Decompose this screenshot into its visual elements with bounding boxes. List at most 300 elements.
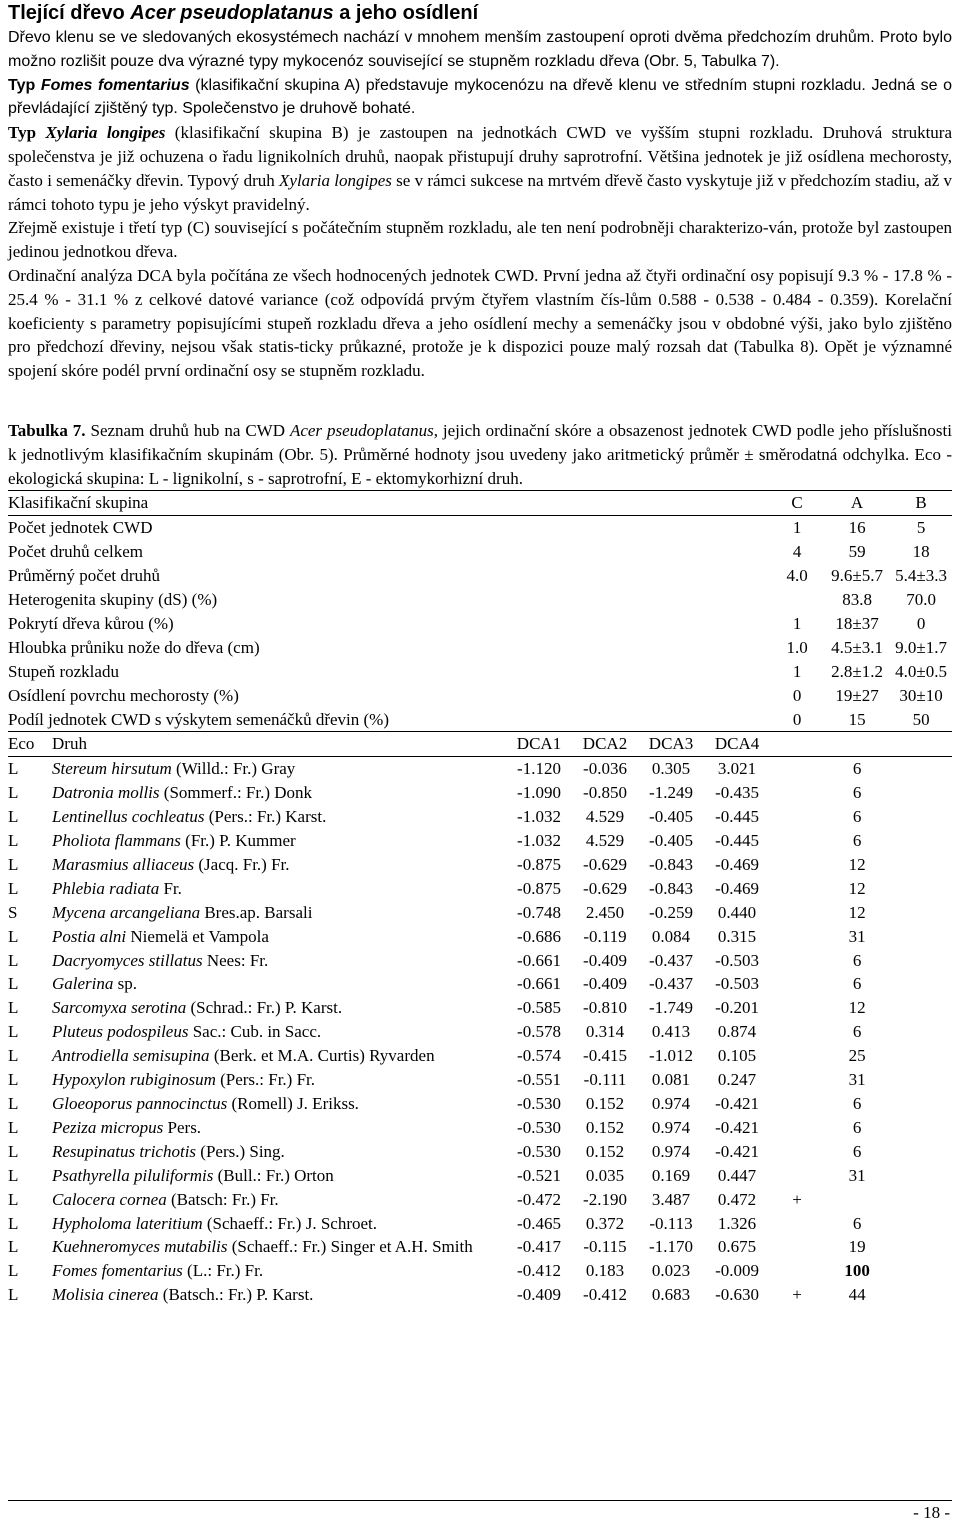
caption-text: Seznam druhů hub na CWD bbox=[85, 420, 290, 440]
group-b-cell bbox=[890, 1140, 952, 1164]
species-name: Mycena arcangeliana bbox=[52, 902, 201, 922]
dca4-cell: 3.021 bbox=[717, 759, 757, 779]
species-cell bbox=[52, 781, 506, 805]
summary-value-a: 18±37 bbox=[835, 613, 879, 633]
dca1-cell: -0.748 bbox=[517, 902, 561, 922]
group-c-cell bbox=[770, 829, 824, 853]
dca2-cell: -0.412 bbox=[583, 1285, 627, 1305]
summary-value-b: 5.4±3.3 bbox=[895, 566, 947, 586]
dca1-cell: -1.032 bbox=[517, 807, 561, 827]
species-author: Pers. bbox=[163, 1117, 202, 1137]
dca1-cell: -0.412 bbox=[517, 1261, 561, 1281]
summary-value-a: 15 bbox=[824, 708, 890, 732]
table-row bbox=[8, 757, 952, 781]
dca2-cell: -0.111 bbox=[583, 1070, 627, 1090]
type-description: (klasifikační skupina B) je zastoupen na jednotkách CWD ve vyšším stupni rozkladu. Druhová struktura společenstva je již ochuzena o řadu lignikolních druhů, naopak přistupují druhy saprotrofní. Většina jednotek je již osídlena mechorosty, často i semenáčky dřevin. Typový druh bbox=[8, 123, 952, 190]
group-a-cell: 31 bbox=[848, 926, 866, 946]
species-author: Fr. bbox=[159, 878, 182, 898]
dca4-cell: -0.503 bbox=[715, 950, 759, 970]
species-author: (Berk. et M.A. Curtis) Ryvarden bbox=[209, 1046, 435, 1066]
species-author: Sac.: Cub. in Sacc. bbox=[188, 1022, 322, 1042]
table-row bbox=[8, 925, 952, 949]
dca4-cell: 0.440 bbox=[717, 902, 757, 922]
summary-value-a: 59 bbox=[848, 542, 866, 562]
species-name: Peziza micropus bbox=[52, 1117, 164, 1137]
dca4-cell: -0.421 bbox=[715, 1094, 759, 1113]
dca2-cell: 4.529 bbox=[585, 831, 625, 851]
summary-value-b: 4.0±0.5 bbox=[895, 661, 947, 681]
type-species-inline: Xylaria longipes bbox=[279, 170, 392, 190]
group-c-cell bbox=[770, 949, 824, 973]
summary-label: Stupeň rozkladu bbox=[8, 661, 119, 681]
species-cell bbox=[52, 1188, 506, 1212]
summary-label: Osídlení povrchu mechorosty (%) bbox=[8, 685, 239, 705]
group-b-cell bbox=[890, 1188, 952, 1212]
group-a-cell: 6 bbox=[852, 1117, 862, 1137]
dca1-cell: -0.578 bbox=[517, 1022, 561, 1042]
header-label: Klasifikační skupina bbox=[8, 491, 770, 516]
group-b-cell bbox=[890, 972, 952, 996]
table-row bbox=[8, 1164, 952, 1188]
eco-cell: L bbox=[8, 1165, 19, 1185]
summary-value-a: 4.5±3.1 bbox=[831, 637, 883, 657]
dca3-cell: 0.683 bbox=[651, 1285, 691, 1305]
summary-value-c: 1 bbox=[792, 661, 802, 681]
species-name: Calocera cornea bbox=[52, 1189, 167, 1209]
dca4-cell: 1.326 bbox=[717, 1213, 757, 1233]
group-a-cell: 6 bbox=[852, 783, 862, 803]
dca2-cell: -0.036 bbox=[583, 759, 627, 779]
summary-value-a: 83.8 bbox=[842, 589, 872, 609]
group-b-cell bbox=[890, 1283, 952, 1307]
dca2-cell: 0.314 bbox=[585, 1022, 625, 1042]
species-name: Phlebia radiata bbox=[52, 878, 160, 898]
table-row bbox=[8, 1283, 952, 1307]
header-group-a: A bbox=[824, 491, 890, 516]
dca2-cell: -0.810 bbox=[583, 998, 627, 1018]
group-b-cell bbox=[890, 1235, 952, 1259]
group-a-cell bbox=[824, 1188, 890, 1212]
header-dca2: DCA2 bbox=[572, 732, 638, 757]
group-c-cell bbox=[770, 1044, 824, 1068]
group-c-cell bbox=[770, 1092, 824, 1116]
header-dca4: DCA4 bbox=[704, 732, 770, 757]
dca4-cell: -0.469 bbox=[715, 878, 759, 898]
section-heading bbox=[8, 0, 952, 26]
summary-label: Počet druhů celkem bbox=[8, 542, 144, 562]
group-b-cell bbox=[890, 1020, 952, 1044]
dca3-cell: -1.249 bbox=[649, 783, 693, 803]
summary-row bbox=[8, 708, 952, 732]
dca2-cell: -0.629 bbox=[583, 878, 627, 898]
group-a-cell: 12 bbox=[848, 878, 866, 898]
summary-value-c: 1 bbox=[792, 613, 802, 633]
species-name: Molisia cinerea bbox=[52, 1285, 159, 1305]
group-c-cell bbox=[770, 1140, 824, 1164]
group-c-cell: + bbox=[792, 1285, 802, 1305]
species-cell bbox=[52, 1020, 506, 1044]
table-row bbox=[8, 1235, 952, 1259]
summary-value-b: 9.0±1.7 bbox=[895, 637, 947, 657]
dca2-cell: -0.115 bbox=[583, 1237, 627, 1257]
group-a-cell: 6 bbox=[852, 807, 862, 827]
dca2-cell: -0.119 bbox=[583, 926, 627, 946]
summary-row bbox=[8, 564, 952, 588]
dca3-cell: 0.974 bbox=[651, 1094, 691, 1113]
species-cell bbox=[52, 757, 506, 781]
dca4-cell: -0.445 bbox=[715, 831, 759, 851]
species-author: (Pers.: Fr.) Fr. bbox=[215, 1070, 316, 1090]
group-a-cell: 12 bbox=[848, 854, 866, 874]
dca4-cell: -0.421 bbox=[715, 1141, 759, 1161]
dca2-cell: 0.372 bbox=[585, 1213, 625, 1233]
group-a-cell: 31 bbox=[848, 1165, 866, 1185]
dca4-cell: -0.445 bbox=[715, 807, 759, 827]
summary-row bbox=[8, 516, 952, 540]
dca1-cell: -0.585 bbox=[517, 998, 561, 1018]
species-cell bbox=[52, 1164, 506, 1188]
dca1-cell: -0.521 bbox=[517, 1165, 561, 1185]
summary-value-b: 18 bbox=[912, 542, 930, 562]
dca2-cell: 0.035 bbox=[585, 1165, 625, 1185]
dca1-cell: -0.472 bbox=[517, 1189, 561, 1209]
dca1-cell: -0.875 bbox=[517, 854, 561, 874]
species-author: (Bull.: Fr.) Orton bbox=[213, 1165, 334, 1185]
summary-value-c: 0 bbox=[792, 685, 802, 705]
table-row bbox=[8, 805, 952, 829]
species-cell bbox=[52, 996, 506, 1020]
dca4-cell: -0.435 bbox=[715, 783, 759, 803]
group-a-cell: 6 bbox=[852, 950, 862, 970]
paragraph-type-a bbox=[8, 74, 952, 122]
eco-cell: L bbox=[8, 759, 19, 779]
dca2-cell: 0.152 bbox=[585, 1141, 625, 1161]
group-a-cell: 6 bbox=[852, 759, 862, 779]
summary-value-a: 9.6±5.7 bbox=[831, 566, 883, 586]
dca2-cell: -2.190 bbox=[583, 1189, 627, 1209]
summary-value-b: 0 bbox=[916, 613, 926, 633]
dca2-cell: -0.629 bbox=[583, 854, 627, 874]
header-group-c: C bbox=[770, 491, 824, 516]
species-cell bbox=[52, 805, 506, 829]
dca2-cell: 0.183 bbox=[585, 1261, 625, 1281]
species-cell bbox=[52, 972, 506, 996]
group-a-cell: 6 bbox=[852, 1094, 862, 1113]
table-row bbox=[8, 996, 952, 1020]
group-b-cell bbox=[890, 1212, 952, 1236]
group-a-cell: 100 bbox=[844, 1261, 870, 1281]
group-b-cell bbox=[890, 1164, 952, 1188]
eco-cell: L bbox=[8, 1046, 19, 1066]
summary-row bbox=[8, 540, 952, 564]
dca3-cell: 0.169 bbox=[651, 1165, 691, 1185]
heading-species: Acer pseudoplatanus bbox=[130, 2, 334, 24]
eco-cell: L bbox=[8, 1141, 19, 1161]
dca4-cell: -0.630 bbox=[715, 1285, 759, 1305]
species-cell bbox=[52, 1068, 506, 1092]
summary-label: Heterogenita skupiny (dS) (%) bbox=[8, 589, 218, 609]
group-b-cell bbox=[890, 1068, 952, 1092]
eco-cell: L bbox=[8, 854, 19, 874]
species-cell bbox=[52, 1116, 506, 1140]
species-author: (Schaeff.: Fr.) J. Schroet. bbox=[202, 1213, 378, 1233]
summary-value-a: 19±27 bbox=[835, 685, 879, 705]
species-author: (Jacq. Fr.) Fr. bbox=[194, 854, 290, 874]
footer-rule bbox=[8, 1500, 952, 1501]
table-caption bbox=[8, 419, 952, 490]
eco-cell: L bbox=[8, 878, 19, 898]
summary-row bbox=[8, 660, 952, 684]
species-table bbox=[8, 490, 952, 1307]
eco-cell: L bbox=[8, 1261, 19, 1281]
group-b-cell bbox=[890, 781, 952, 805]
table-row bbox=[8, 901, 952, 925]
dca3-cell: -0.437 bbox=[649, 950, 693, 970]
group-b-cell bbox=[890, 877, 952, 901]
eco-cell: L bbox=[8, 1070, 19, 1090]
dca2-cell: -0.850 bbox=[583, 783, 627, 803]
species-author: (L.: Fr.) Fr. bbox=[182, 1261, 264, 1281]
group-a-cell: 25 bbox=[848, 1046, 866, 1066]
eco-cell: L bbox=[8, 831, 19, 851]
group-c-cell: + bbox=[792, 1189, 802, 1209]
species-author: (Schaeff.: Fr.) Singer et A.H. Smith bbox=[227, 1237, 473, 1257]
group-b-cell bbox=[890, 925, 952, 949]
dca1-cell: -0.409 bbox=[517, 1285, 561, 1305]
table-row bbox=[8, 1020, 952, 1044]
table-row bbox=[8, 1212, 952, 1236]
group-b-cell bbox=[890, 901, 952, 925]
table-row bbox=[8, 1188, 952, 1212]
dca3-cell: 0.974 bbox=[651, 1141, 691, 1161]
dca1-cell: -0.875 bbox=[517, 878, 561, 898]
dca3-cell: -1.749 bbox=[649, 998, 693, 1018]
caption-label: Tabulka 7. bbox=[8, 420, 86, 440]
species-cell bbox=[52, 877, 506, 901]
summary-value-a: 2.8±1.2 bbox=[831, 661, 883, 681]
dca1-cell: -0.417 bbox=[517, 1237, 561, 1257]
species-name: Kuehneromyces mutabilis bbox=[52, 1237, 228, 1257]
species-cell bbox=[52, 1092, 506, 1116]
dca4-cell: -0.421 bbox=[715, 1117, 759, 1137]
species-name: Postia alni bbox=[52, 926, 127, 946]
dca3-cell: -0.843 bbox=[649, 854, 693, 874]
eco-cell: L bbox=[8, 1285, 19, 1305]
dca3-cell: -0.405 bbox=[649, 831, 693, 851]
species-name: Galerina bbox=[52, 974, 114, 994]
type-description: (klasifikační skupina A) představuje mykocenózu na dřevě klenu ve středním stupni rozkladu. Jedná se o převládající zjištěný typ. Společenstvo je druhově bohaté. bbox=[8, 76, 953, 118]
species-author: Nees: Fr. bbox=[202, 950, 269, 970]
summary-value-c: 1 bbox=[792, 518, 802, 538]
group-a-cell: 6 bbox=[852, 831, 862, 851]
species-name: Sarcomyxa serotina bbox=[52, 998, 187, 1018]
dca4-cell: -0.009 bbox=[715, 1261, 759, 1281]
species-name: Datronia mollis bbox=[52, 783, 160, 803]
dca1-cell: -0.530 bbox=[517, 1094, 561, 1113]
dca1-cell: -0.530 bbox=[517, 1117, 561, 1137]
dca2-cell: -0.415 bbox=[583, 1046, 627, 1066]
species-cell bbox=[52, 1044, 506, 1068]
species-name: Resupinatus trichotis bbox=[52, 1141, 197, 1161]
table-row bbox=[8, 972, 952, 996]
species-name: Pholiota flammans bbox=[52, 831, 181, 851]
species-name: Pluteus podospileus bbox=[52, 1022, 189, 1042]
eco-cell: S bbox=[8, 902, 18, 922]
species-author: (Schrad.: Fr.) P. Karst. bbox=[186, 998, 343, 1018]
eco-cell: L bbox=[8, 1213, 19, 1233]
group-c-cell bbox=[770, 925, 824, 949]
caption-species: Acer pseudoplatanus bbox=[289, 420, 434, 440]
eco-cell: L bbox=[8, 783, 19, 803]
group-c-cell bbox=[770, 972, 824, 996]
species-cell bbox=[52, 1140, 506, 1164]
group-c-cell bbox=[770, 877, 824, 901]
species-author: (Pers.: Fr.) Karst. bbox=[204, 807, 327, 827]
dca3-cell: -0.405 bbox=[649, 807, 693, 827]
table-row bbox=[8, 877, 952, 901]
summary-value-b: 70.0 bbox=[906, 589, 936, 609]
species-cell bbox=[52, 853, 506, 877]
group-a-cell: 44 bbox=[848, 1285, 866, 1305]
dca3-cell: 0.974 bbox=[651, 1117, 691, 1137]
group-c-cell bbox=[770, 1020, 824, 1044]
summary-row bbox=[8, 684, 952, 708]
header-group-b: B bbox=[890, 491, 952, 516]
species-author: (Sommerf.: Fr.) Donk bbox=[159, 783, 313, 803]
dca1-cell: -1.090 bbox=[517, 783, 561, 803]
eco-cell: L bbox=[8, 1117, 19, 1137]
heading-text-suffix: a jeho osídlení bbox=[333, 2, 479, 24]
dca4-cell: 0.472 bbox=[717, 1189, 757, 1209]
dca3-cell: -1.012 bbox=[649, 1046, 693, 1066]
summary-value-c bbox=[770, 588, 824, 612]
summary-label: Počet jednotek CWD bbox=[8, 518, 153, 538]
paragraph-type-b bbox=[8, 121, 952, 216]
group-b-cell bbox=[890, 1259, 952, 1283]
species-cell bbox=[52, 949, 506, 973]
table-row bbox=[8, 781, 952, 805]
group-b-cell bbox=[890, 757, 952, 781]
dca3-cell: 0.084 bbox=[651, 926, 691, 946]
group-c-cell bbox=[770, 1164, 824, 1188]
table-row bbox=[8, 829, 952, 853]
table-row bbox=[8, 1116, 952, 1140]
dca3-cell: 0.413 bbox=[651, 1022, 691, 1042]
summary-value-a: 16 bbox=[848, 518, 866, 538]
species-cell bbox=[52, 1283, 506, 1307]
table-row bbox=[8, 1259, 952, 1283]
eco-cell: L bbox=[8, 950, 19, 970]
dca2-cell: 0.152 bbox=[585, 1094, 625, 1113]
summary-header-row bbox=[8, 491, 952, 516]
header-eco: Eco bbox=[8, 732, 52, 757]
species-name: Marasmius alliaceus bbox=[52, 854, 195, 874]
table-row bbox=[8, 1068, 952, 1092]
dca1-cell: -0.661 bbox=[517, 950, 561, 970]
summary-row bbox=[8, 588, 952, 612]
dca2-cell: 4.529 bbox=[585, 807, 625, 827]
group-b-cell bbox=[890, 996, 952, 1020]
species-name: Antrodiella semisupina bbox=[52, 1046, 210, 1066]
dca2-cell: 2.450 bbox=[585, 902, 625, 922]
species-cell bbox=[52, 1259, 506, 1283]
dca4-cell: 0.447 bbox=[717, 1165, 757, 1185]
group-a-cell: 31 bbox=[848, 1070, 866, 1090]
group-a-cell: 6 bbox=[852, 1141, 862, 1161]
summary-label: Hloubka průniku nože do dřeva (cm) bbox=[8, 637, 260, 657]
group-a-cell: 12 bbox=[848, 998, 866, 1018]
table-row bbox=[8, 1140, 952, 1164]
summary-label: Pokrytí dřeva kůrou (%) bbox=[8, 613, 174, 633]
species-header-row bbox=[8, 732, 952, 757]
species-cell bbox=[52, 1235, 506, 1259]
dca1-cell: -0.661 bbox=[517, 974, 561, 994]
summary-row bbox=[8, 612, 952, 636]
species-cell bbox=[52, 829, 506, 853]
group-b-cell bbox=[890, 949, 952, 973]
dca2-cell: -0.409 bbox=[583, 974, 627, 994]
group-c-cell bbox=[770, 1212, 824, 1236]
summary-label: Průměrný počet druhů bbox=[8, 566, 161, 586]
group-a-cell: 6 bbox=[852, 1022, 862, 1042]
dca1-cell: -1.032 bbox=[517, 831, 561, 851]
species-author: (Willd.: Fr.) Gray bbox=[171, 759, 296, 779]
group-c-cell bbox=[770, 853, 824, 877]
species-name: Psathyrella piluliformis bbox=[52, 1165, 214, 1185]
eco-cell: L bbox=[8, 1022, 19, 1042]
eco-cell: L bbox=[8, 926, 19, 946]
species-name: Lentinellus cochleatus bbox=[52, 807, 205, 827]
dca4-cell: 0.315 bbox=[717, 926, 757, 946]
paragraph-type-c: Zřejmě existuje i třetí typ (C) související s počátečním stupněm rozkladu, ale ten není podrobněji charakterizo-ván, protože byl zastoupen jedinou jednotkou dřeva. bbox=[8, 218, 952, 262]
group-b-cell bbox=[890, 805, 952, 829]
summary-value-b: 30±10 bbox=[899, 685, 943, 705]
group-a-cell: 19 bbox=[848, 1237, 866, 1257]
summary-row bbox=[8, 636, 952, 660]
type-species: Fomes fomentarius bbox=[40, 76, 190, 94]
species-cell bbox=[52, 1212, 506, 1236]
table-row bbox=[8, 1044, 952, 1068]
group-c-cell bbox=[770, 1235, 824, 1259]
species-author: (Pers.) Sing. bbox=[196, 1141, 285, 1161]
group-c-cell bbox=[770, 805, 824, 829]
eco-cell: L bbox=[8, 1094, 19, 1113]
summary-value-c: 0 bbox=[770, 708, 824, 732]
group-b-cell bbox=[890, 1116, 952, 1140]
summary-value-b: 5 bbox=[916, 518, 926, 538]
caption-text-rest: , jejich ordinační skóre a obsazenost jednotek CWD podle jeho příslušnosti k jednotlivým klasifikačním skupinám (Obr. 5). Průměrné hodnoty jsou uvedeny jako aritmetický průměr ± směrodatná odchylka. Eco - ekologická skupina: L - lignikolní, s - saprotrofní, E - ektomykorhizní druh. bbox=[8, 420, 952, 488]
dca1-cell: -0.686 bbox=[517, 926, 561, 946]
type-description-end: se v rámci sukcese na mrtvém dřevě často vyskytuje již v předchozím stadiu, až v rámci tohoto typu je jeho výskyt pravidelný. bbox=[8, 170, 953, 214]
dca4-cell: 0.874 bbox=[717, 1022, 757, 1042]
species-name: Hypholoma lateritium bbox=[52, 1213, 203, 1233]
dca4-cell: 0.675 bbox=[717, 1237, 757, 1257]
type-species: Xylaria longipes bbox=[45, 123, 166, 143]
species-cell bbox=[52, 901, 506, 925]
eco-cell: L bbox=[8, 998, 19, 1018]
type-label: Typ bbox=[8, 76, 41, 94]
species-author: Bres.ap. Barsali bbox=[200, 902, 313, 922]
dca4-cell: -0.469 bbox=[715, 854, 759, 874]
species-name: Fomes fomentarius bbox=[52, 1261, 183, 1281]
group-b-cell bbox=[890, 853, 952, 877]
dca1-cell: -0.465 bbox=[517, 1213, 561, 1233]
table-row bbox=[8, 853, 952, 877]
group-a-cell: 6 bbox=[852, 1213, 862, 1233]
summary-value-b: 50 bbox=[890, 708, 952, 732]
dca3-cell: 0.023 bbox=[651, 1261, 691, 1281]
dca3-cell: 0.081 bbox=[651, 1070, 691, 1090]
